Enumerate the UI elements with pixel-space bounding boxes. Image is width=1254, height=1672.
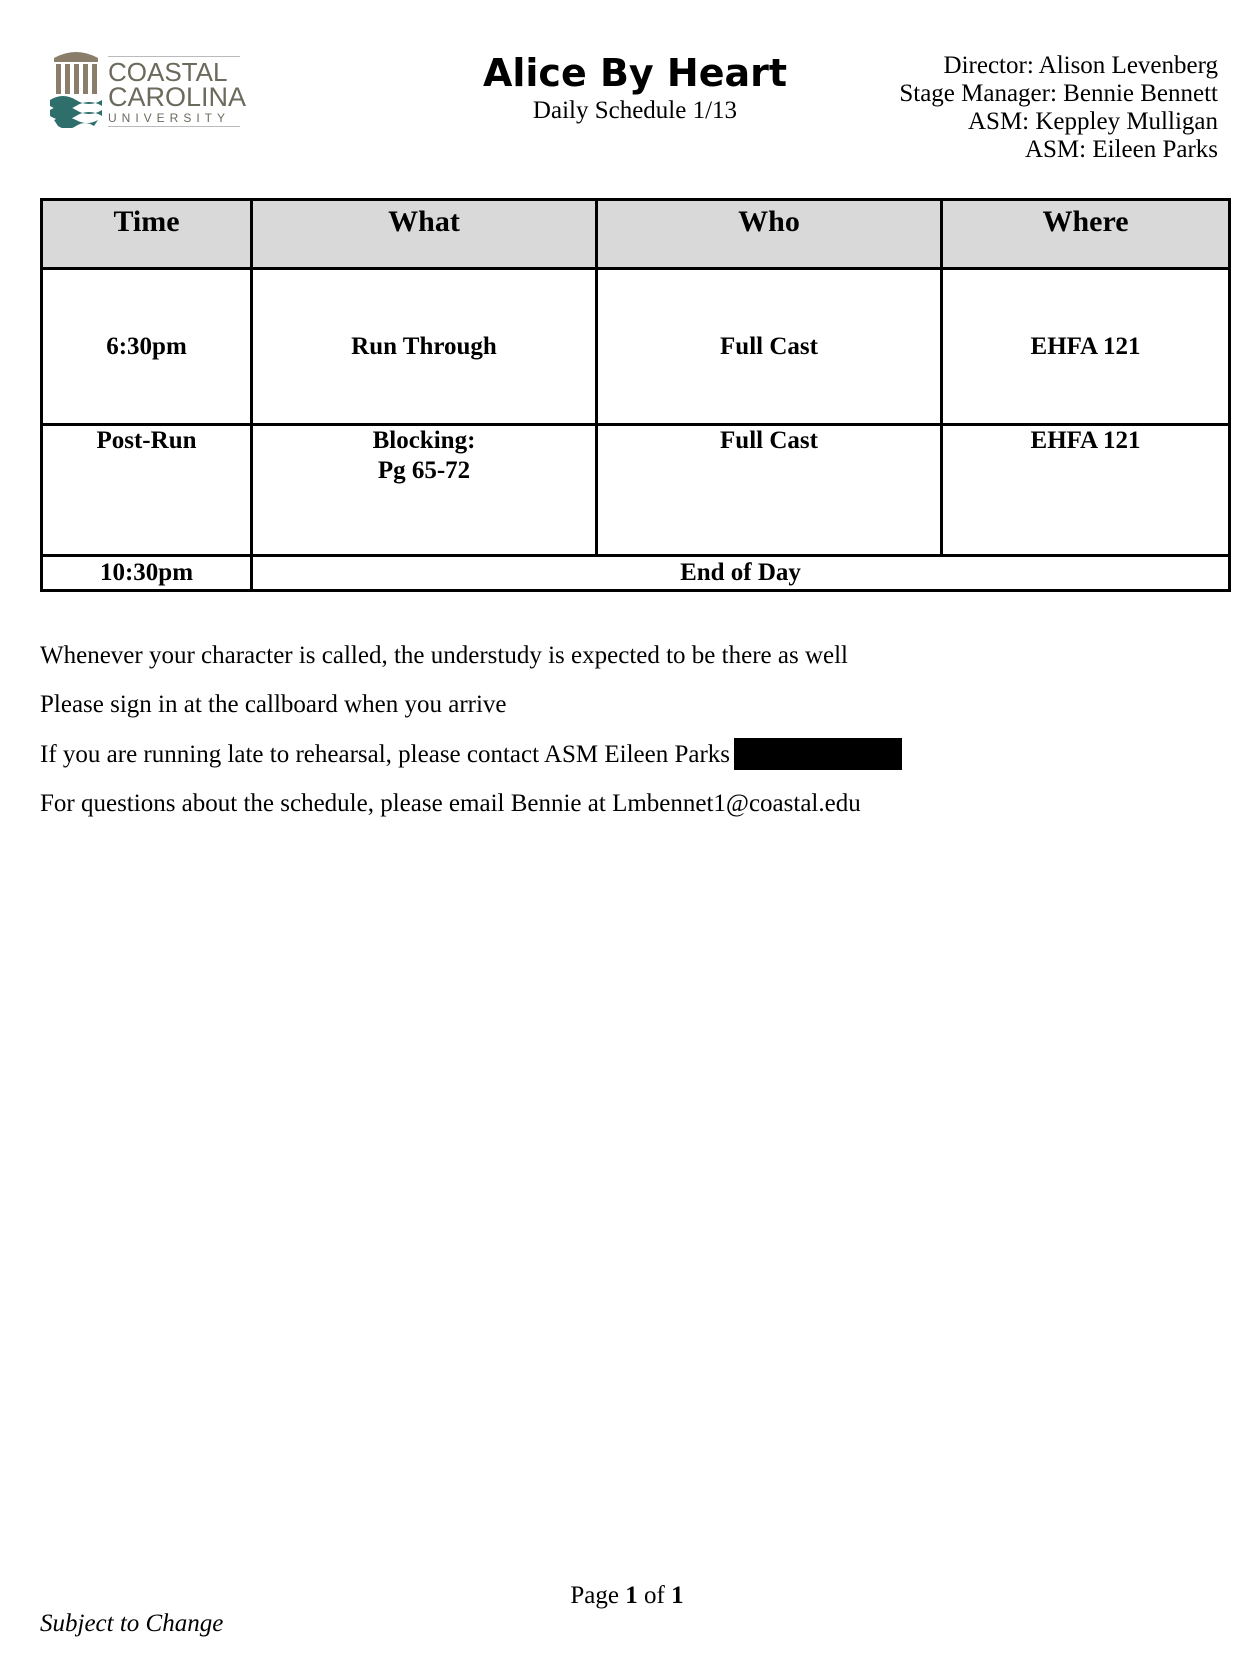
cell-who: Full Cast xyxy=(597,269,942,425)
cell-time: 6:30pm xyxy=(42,269,252,425)
redacted-phone xyxy=(734,738,902,770)
notes-section xyxy=(40,640,902,837)
title-block xyxy=(420,50,850,126)
document-title: Alice By Heart xyxy=(482,51,788,95)
subject-to-change-note: Subject to Change xyxy=(40,1610,224,1637)
note-understudy: Whenever your character is called, the understudy is expected to be there as well xyxy=(40,642,848,669)
page-total: 1 xyxy=(671,1582,684,1609)
cell-where: EHFA 121 xyxy=(942,425,1230,556)
cell-who: Full Cast xyxy=(597,425,942,556)
cell-what: Run Through xyxy=(252,269,597,425)
staff-asm-1: ASM: Keppley Mulligan xyxy=(968,108,1218,135)
logo-text-university: UNIVERSITY xyxy=(108,110,240,127)
note-running-late xyxy=(40,738,902,770)
schedule-table xyxy=(40,198,1231,592)
note-sign-in: Please sign in at the callboard when you arrive xyxy=(40,691,507,718)
page-number xyxy=(0,1582,1254,1610)
table-header-row xyxy=(42,200,1230,269)
cell-end-label: End of Day xyxy=(252,556,1230,591)
page-prefix: Page xyxy=(570,1582,620,1609)
staff-asm-2: ASM: Eileen Parks xyxy=(1024,136,1218,163)
logo-text-coastal: COASTAL xyxy=(108,56,240,85)
university-logo xyxy=(50,48,247,130)
note-questions: For questions about the schedule, please email Bennie at Lmbennet1@coastal.edu xyxy=(40,790,861,817)
staff-director: Director: Alison Levenberg xyxy=(943,52,1218,79)
column-header-where: Where xyxy=(942,200,1230,269)
staff-stage-manager: Stage Manager: Bennie Bennett xyxy=(899,80,1218,107)
column-header-who: Who xyxy=(597,200,942,269)
column-building-icon xyxy=(50,48,102,128)
staff-list xyxy=(899,52,1218,164)
logo-text-carolina: CAROLINA xyxy=(108,82,247,112)
cell-what xyxy=(252,425,597,556)
page-current: 1 xyxy=(625,1582,638,1609)
note-running-late-text: If you are running late to rehearsal, please contact ASM Eileen Parks xyxy=(40,741,731,768)
page-of: of xyxy=(644,1582,665,1609)
column-header-time: Time xyxy=(42,200,252,269)
column-header-what: What xyxy=(252,200,597,269)
table-row xyxy=(42,425,1230,556)
table-row xyxy=(42,269,1230,425)
cell-end-time: 10:30pm xyxy=(42,556,252,591)
cell-time: Post-Run xyxy=(42,425,252,556)
table-row-end xyxy=(42,556,1230,591)
cell-what-line2: Pg 65-72 xyxy=(377,457,471,484)
cell-where: EHFA 121 xyxy=(942,269,1230,425)
document-subtitle: Daily Schedule 1/13 xyxy=(532,97,738,124)
cell-what-line1: Blocking: xyxy=(372,427,476,454)
